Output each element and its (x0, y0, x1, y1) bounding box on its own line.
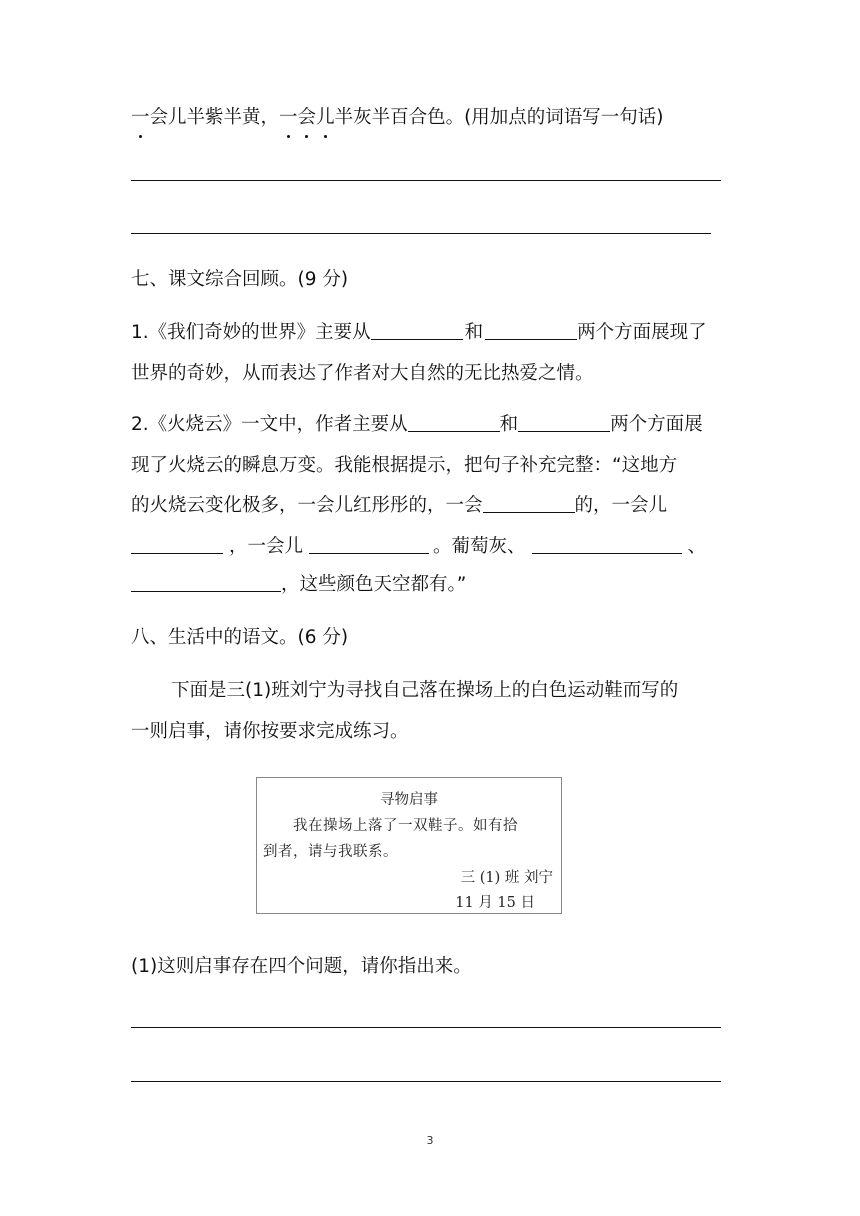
q2-text: 、 (687, 536, 707, 557)
section8-q1: (1)这则启事存在四个问题，请你指出来。 (131, 956, 472, 977)
answer-line[interactable] (131, 1027, 721, 1028)
dotted-char: 一 (131, 107, 150, 128)
section8-intro-line2: 一则启事，请你按要求完成练习。 (131, 721, 409, 742)
answer-line[interactable] (131, 180, 721, 181)
fill-blank[interactable] (371, 321, 463, 340)
dotted-char: 会 (297, 107, 317, 128)
q1-text: 1.《我们奇妙的世界》主要从 (131, 322, 371, 343)
fill-blank[interactable] (408, 413, 500, 432)
fill-blank[interactable] (532, 535, 682, 554)
q2-text: 的，一会儿 (574, 495, 668, 516)
notice-date: 11 月 15 日 (455, 895, 535, 911)
answer-line[interactable] (131, 233, 711, 234)
dotted-char: 一 (279, 107, 298, 128)
sentence-text: 会儿半紫半黄， (149, 107, 280, 128)
fill-blank[interactable] (131, 535, 223, 554)
section7-q1-line2: 世界的奇妙，从而表达了作者对大自然的无比热爱之情。 (131, 363, 594, 384)
page-number: 3 (426, 1134, 434, 1147)
q2-text: 。葡萄灰、 (433, 536, 526, 557)
fill-blank[interactable] (309, 535, 429, 554)
section7-q2-line3 (131, 494, 667, 518)
dotted-char: 儿 (316, 107, 335, 128)
section7-q2-line5 (131, 573, 466, 597)
section7-q2-line4 (131, 535, 706, 559)
q2-text: ，这些颜色天空都有。” (281, 574, 467, 595)
notice-body: 到者，请与我联系。 (263, 844, 398, 860)
q2-text: 的火烧云变化极多，一会儿红彤彤的，一会 (131, 495, 483, 516)
sentence-text: 半灰半百合色。(用加点的词语写一句话) (334, 107, 664, 128)
fill-blank[interactable] (131, 573, 281, 592)
q2-text: ，一会儿 (229, 536, 304, 557)
section7-heading: 七、课文综合回顾。(9 分) (131, 269, 349, 290)
section8-heading: 八、生活中的语文。(6 分) (131, 627, 349, 648)
q1-text: 和 (464, 322, 484, 343)
section7-q2-line1 (131, 413, 703, 437)
answer-line[interactable] (131, 1081, 721, 1082)
notice-title: 寻物启事 (380, 792, 438, 808)
q2-text: 和 (499, 414, 519, 435)
section8-intro-line1: 下面是三(1)班刘宁为寻找自己落在操场上的白色运动鞋而写的 (171, 680, 679, 701)
q2-text: 两个方面展 (610, 414, 703, 435)
fill-blank[interactable] (518, 413, 610, 432)
q1-text: 两个方面展现了 (577, 322, 707, 343)
fill-blank[interactable] (483, 494, 575, 513)
lost-item-notice (256, 777, 562, 914)
notice-signature: 三 (1) 班 刘宁 (460, 870, 553, 886)
section7-q1-line1 (131, 321, 707, 345)
q2-text: 2.《火烧云》一文中，作者主要从 (131, 414, 408, 435)
notice-body: 我在操场上落了一双鞋子。如有拾 (293, 818, 518, 834)
section7-q2-line2: 现了火烧云的瞬息万变。我能根据提示，把句子补充完整：“这地方 (131, 455, 678, 476)
fill-blank[interactable] (485, 321, 577, 340)
q6-sentence (131, 106, 664, 130)
